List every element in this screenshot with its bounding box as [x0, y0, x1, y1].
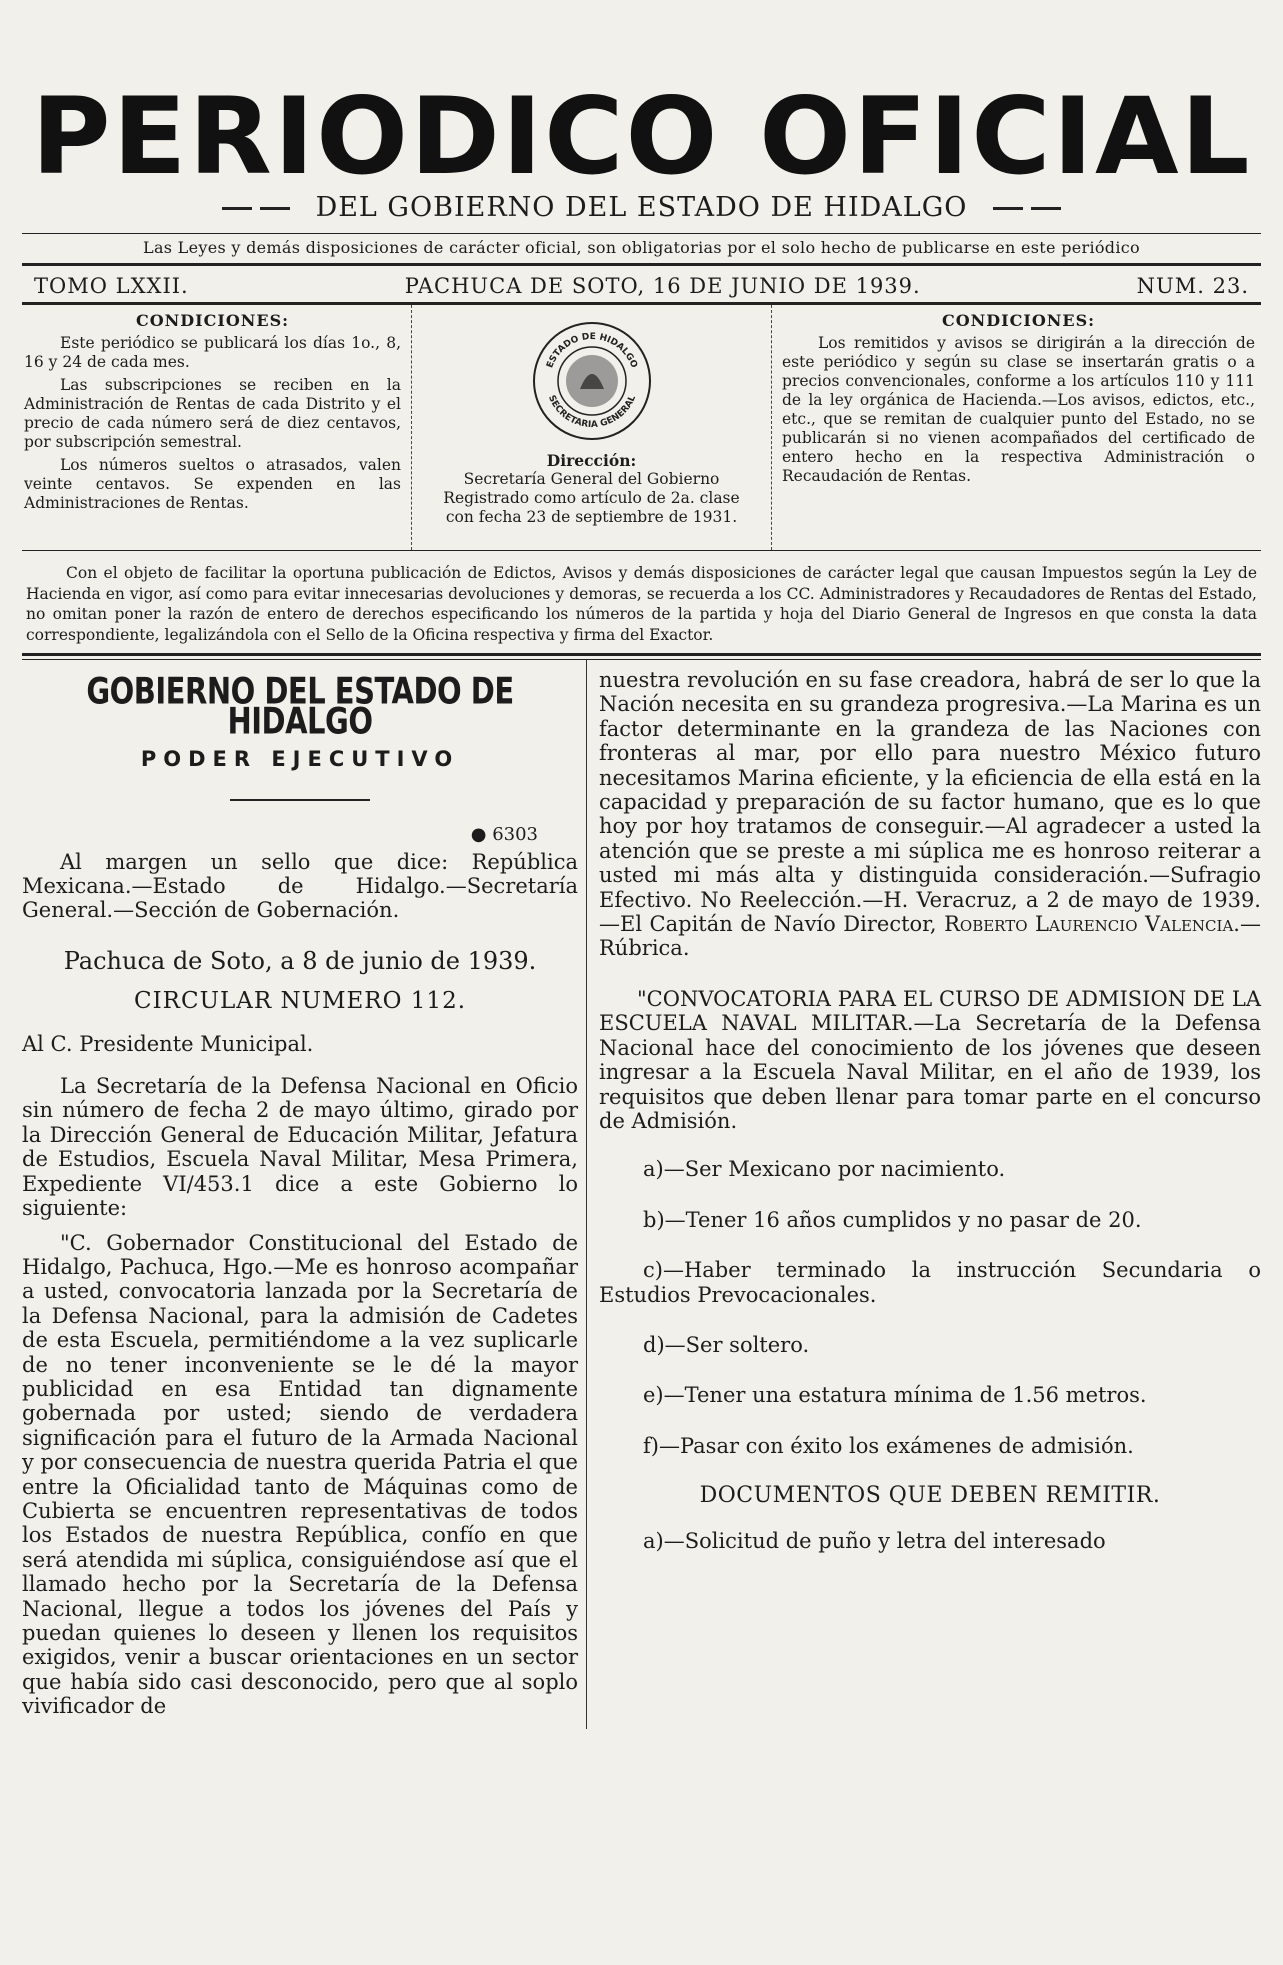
requirement-item: a)—Ser Mexicano por nacimiento. — [643, 1157, 1006, 1182]
body-paragraph: "C. Gobernador Constitucional del Estado de Hidalgo, Pachuca, Hgo.—Me es honroso acompañar a usted, convocatoria lanzada por la Secretaría de la Defensa Nacional, para la admisión de Cadetes de esta Escuela, permitiéndome a la vez suplicarle de no tener inconveniente se le dé la mayor publicidad en esa Entidad tan dignamente gobernada por usted; siendo de verdadera significación para el futuro de la Armada Nacional y por consecuencia de nuestra querida Patria el que entre la Oficialidad tanto de Máquinas como de Cubierta se encuentren representativas de todos los Estados de nuestra República, confío en que será atendida mi súplica, consiguiéndose así que el llamado hecho por la Secretaría de la Defensa Nacional, llegue a todos los jóvenes del País y puedan quienes lo deseen y llenen los requisitos exigidos, venir a buscar orientaciones en un sector que había sido casi desconocido, pero que al soplo vivificador de — [22, 1230, 578, 1719]
conditions-paragraph: Este periódico se publicará los días 1o., 8, 16 y 24 de cada mes. — [24, 334, 401, 371]
signature-suffix: .—Rúbrica. — [599, 912, 1261, 961]
margin-note: Al margen un sello que dice: República Mexicana.—Estado de Hidalgo.—Secretaría General.—Sección de Gobernación. — [22, 849, 578, 923]
conditions-heading: CONDICIONES: — [941, 311, 1096, 330]
newspaper-page — [0, 75, 1283, 1965]
continuation-text: nuestra revolución en su fase creadora, habrá de ser lo que la Nación necesita en su grandeza progresiva.—La Marina es un factor determinante en la grandeza de las Naciones con fronteras al mar, por ello para nuestro México futuro necesitamos Marina eficiente, y la eficiencia de ella está en la capacidad y preparación de su factor humano, que es lo que hoy por hoy tratamos de conseguir.—Al agradecer a usted la atención que se preste a mi súplica me es honroso reiterar a usted mi más alta y distinguida consideración.—Sufragio Efectivo. No Reelección.—H. Veracruz, a 2 de mayo de 1939.—El Capitán de Navío Director, — [599, 668, 1261, 937]
requirement-item: c)—Haber terminado la instrucción Secundaria o Estudios Prevocacionales. — [599, 1258, 1261, 1307]
office-name: Secretaría General del Gobierno — [463, 470, 720, 488]
tax-notice: Con el objeto de facilitar la oportuna publicación de Edictos, Avisos y demás disposiciones de carácter legal que causan Impuestos según la Ley de Hacienda en vigor, así como para evitar innecesarias devoluciones y demoras, se recuerda a los CC. Administradores y Recaudadores de Rentas del Estado, no omitan poner la razón de entero de derechos especificando los números de la partida y hoja del Diario General de Ingresos en que consta la data correspondiente, legalizándola con el Sello de la Oficina respectiva y firma del Exactor. — [26, 564, 1257, 644]
circular-number: CIRCULAR NUMERO 112. — [133, 988, 467, 1015]
requirement-item: d)—Ser soltero. — [643, 1332, 810, 1357]
conditions-right — [772, 305, 1261, 550]
seal-top-text: ESTADO DE HIDALGO — [544, 331, 639, 370]
article-columns — [22, 660, 1261, 1729]
divider — [22, 653, 1261, 656]
conditions-paragraph: Los números sueltos o atrasados, valen veinte centavos. Se expenden en las Administraciones de Rentas. — [24, 456, 401, 512]
conditions-block — [22, 305, 1261, 551]
reference-number: ● 6303 — [470, 824, 538, 846]
requirement-item: e)—Tener una estatura mínima de 1.56 metros. — [643, 1383, 1147, 1408]
body-paragraph: La Secretaría de la Defensa Nacional en Oficio sin número de fecha 2 de mayo último, girado por la Dirección General de Educación Militar, Jefatura de Estudios, Escuela Naval Militar, Mesa Primera, Expediente VI/453.1 dice a este Gobierno lo siguiente: — [22, 1074, 578, 1221]
right-column — [587, 660, 1261, 1729]
branch-heading: PODER EJECUTIVO — [140, 746, 460, 771]
issue-number-label: NUM. 23. — [1136, 274, 1249, 298]
legal-notice: Las Leyes y demás disposiciones de carácter oficial, son obligatorias por el solo hecho de publicarse en este periódico — [143, 238, 1140, 257]
documents-list — [599, 1529, 1261, 1553]
government-heading: GOBIERNO DEL ESTADO DE HIDALGO — [86, 669, 514, 743]
requirement-item: f)—Pasar con éxito los exámenes de admisión. — [643, 1433, 1134, 1458]
conditions-paragraph: Los remitidos y avisos se dirigirán a la dirección de este periódico y según su clase se insertarán gratis o a precios convencionales, conforme a los artículos 110 y 111 de la ley orgánica de Hacienda.—Los avisos, edictos, etc., etc., que se remitan de cualquier punto del Estado, no se publicarán si no vienen acompañados del certificado de entero hecho en la respectiva Administración o Recaudación de Rentas. — [782, 334, 1255, 485]
subtitle-text: DEL GOBIERNO DEL ESTADO DE HIDALGO — [315, 192, 968, 223]
document-item: a)—Solicitud de puño y letra del interesado — [643, 1528, 1106, 1553]
salutation: Al C. Presidente Municipal. — [22, 1031, 314, 1056]
place-date-label: PACHUCA DE SOTO, 16 DE JUNIO DE 1939. — [404, 274, 921, 298]
seal-bottom-text: SECRETARIA GENERAL — [545, 393, 638, 431]
signatory-name: Roberto Laurencio Valencia — [944, 912, 1234, 937]
reference-number-value: 6303 — [492, 824, 538, 846]
volume-label: TOMO LXXII. — [34, 274, 189, 298]
circular-date: Pachuca de Soto, a 8 de junio de 1939. — [63, 946, 537, 975]
requirement-item: b)—Tener 16 años cumplidos y no pasar de 20. — [643, 1207, 1142, 1232]
divider — [230, 799, 370, 801]
issue-info-line — [22, 266, 1261, 302]
left-column — [22, 660, 587, 1729]
conditions-left — [22, 305, 412, 550]
conditions-heading: CONDICIONES: — [135, 311, 290, 330]
registration-line: Registrado como artículo de 2a. clase — [443, 489, 740, 507]
convocatoria-paragraph: "CONVOCATORIA PARA EL CURSO DE ADMISION DE LA ESCUELA NAVAL MILITAR.—La Secretaría de la Defensa Nacional hace del conocimiento de los jóvenes que deseen ingresar a la Escuela Naval Militar, en el año de 1939, los requisitos que deben llenar para tomar parte en el concurso de Admisión. — [599, 986, 1261, 1133]
masthead-title: PERIODICO OFICIAL — [31, 75, 1252, 198]
requirements-list — [599, 1157, 1261, 1458]
body-paragraph — [599, 668, 1261, 961]
conditions-paragraph: Las subscripciones se reciben en la Administración de Rentas de cada Distrito y el precio de cada número será de diez centavos, por subscripción semestral. — [24, 376, 401, 451]
documents-heading: DOCUMENTOS QUE DEBEN REMITIR. — [699, 1483, 1161, 1509]
registration-date: con fecha 23 de septiembre de 1931. — [445, 508, 738, 526]
state-seal-icon — [530, 319, 654, 443]
conditions-center — [412, 305, 772, 550]
address-label: Dirección: — [546, 451, 637, 470]
